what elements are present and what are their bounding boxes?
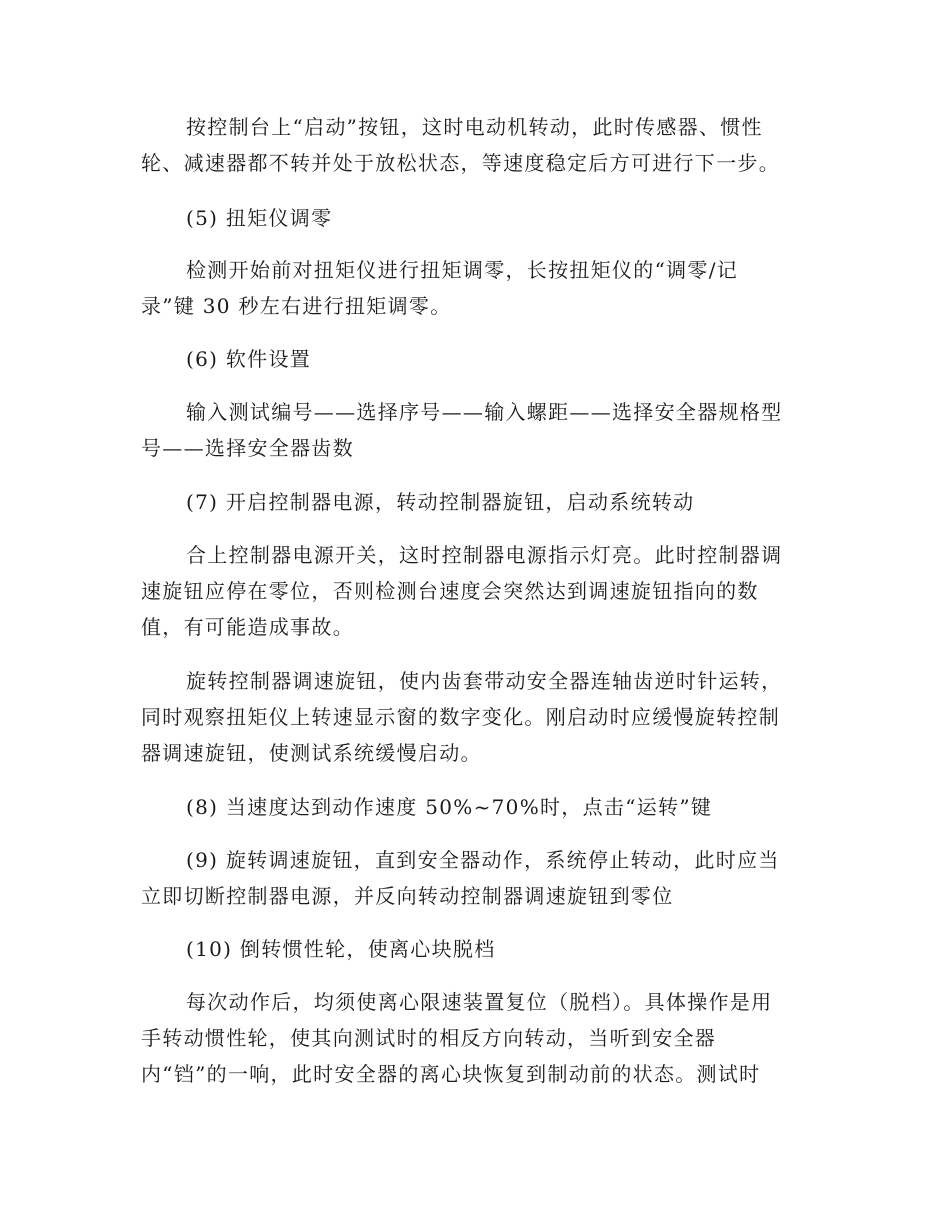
text-line: 号——选择安全器齿数 <box>141 436 354 460</box>
text-line: 输入测试编号——选择序号——输入螺距——选择安全器规格型 <box>186 400 783 424</box>
text-line: 检测开始前对扭矩仪进行扭矩调零，长按扭矩仪的“调零/记 <box>186 258 739 282</box>
text-line: 手转动惯性轮，使其向测试时的相反方向转动，当听到安全器 <box>141 1026 717 1050</box>
text-line: 合上控制器电源开关，这时控制器电源指示灯亮。此时控制器调 <box>186 543 783 567</box>
text-line: 器调速旋钮，使测试系统缓慢启动。 <box>141 741 482 765</box>
text-line: 旋转控制器调速旋钮，使内齿套带动安全器连轴齿逆时针运转， <box>186 669 783 693</box>
text-line: 内“铛”的一响，此时安全器的离心块恢复到制动前的状态。测试时 <box>141 1062 761 1086</box>
text-line: 同时观察扭矩仪上转速显示窗的数字变化。刚启动时应缓慢旋转控制 <box>141 705 780 729</box>
section-heading: (5) 扭矩仪调零 <box>186 206 333 230</box>
section-heading: (7) 开启控制器电源，转动控制器旋钮，启动系统转动 <box>186 490 695 514</box>
text-line: 值，有可能造成事故。 <box>141 615 354 639</box>
text-line: 录”键 30 秒左右进行扭矩调零。 <box>141 294 452 318</box>
section-heading: (10) 倒转惯性轮，使离心块脱档 <box>186 937 496 961</box>
text-line: 立即切断控制器电源，并反向转动控制器调速旋钮到零位 <box>141 884 674 908</box>
section-heading: (9) 旋转调速旋钮，直到安全器动作，系统停止转动，此时应当 <box>186 848 780 872</box>
text-line: 速旋钮应停在零位，否则检测台速度会突然达到调速旋钮指向的数 <box>141 579 759 603</box>
section-heading: (8) 当速度达到动作速度 50%~70%时，点击“运转”键 <box>186 795 713 819</box>
text-line: 每次动作后，均须使离心限速装置复位（脱档）。具体操作是用 <box>186 990 773 1014</box>
text-line: 按控制台上“启动”按钮，这时电动机转动，此时传感器、惯性 <box>186 115 763 139</box>
section-heading: (6) 软件设置 <box>186 347 312 371</box>
text-line: 轮、减速器都不转并处于放松状态，等速度稳定后方可进行下一步。 <box>141 151 780 175</box>
